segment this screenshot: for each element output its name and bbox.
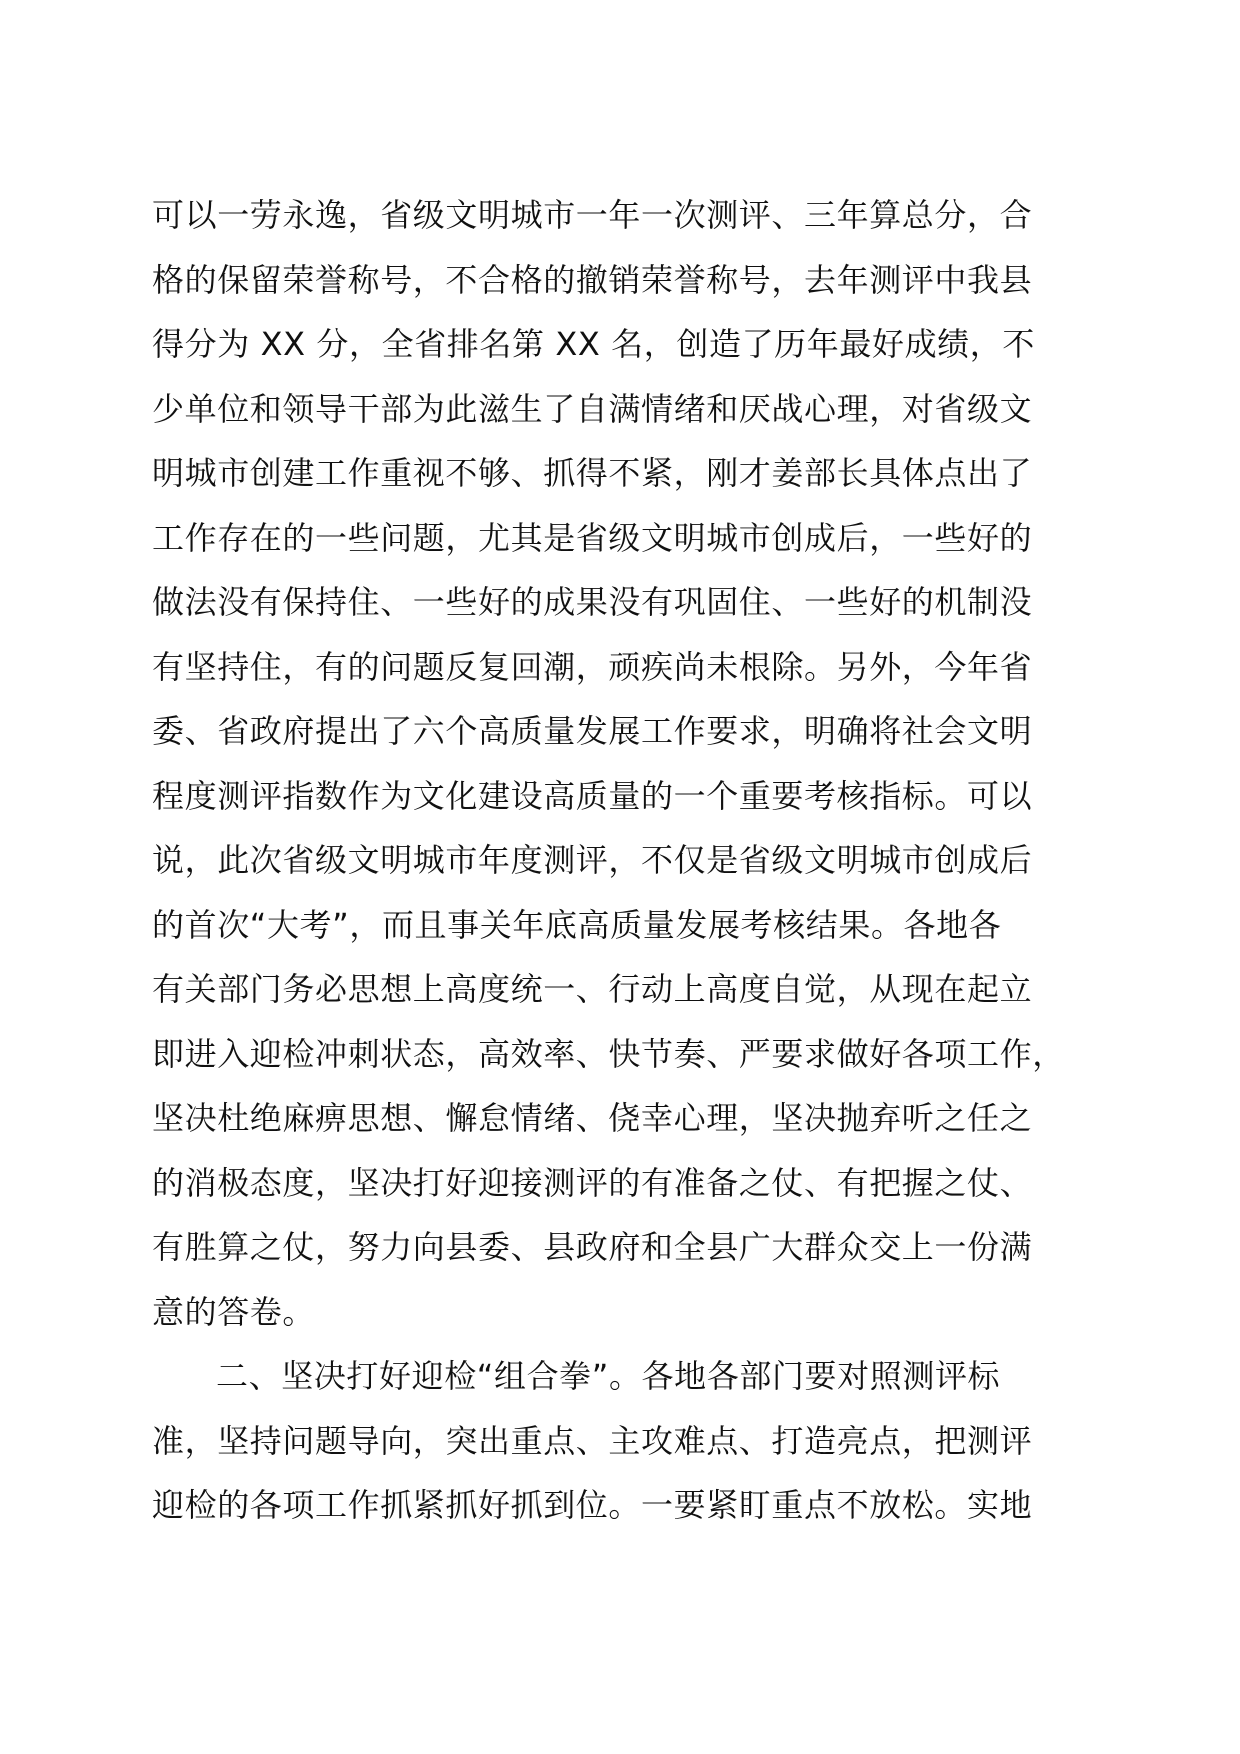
- text-line: 做法没有保持住、一些好的成果没有巩固住、一些好的机制没: [152, 583, 1033, 621]
- text-line: 有关部门务必思想上高度统一、行动上高度自觉，从现在起立: [152, 970, 1033, 1008]
- text-line: 明城市创建工作重视不够、抓得不紧，刚才姜部长具体点出了: [152, 454, 1033, 492]
- document-body: [152, 183, 1092, 1538]
- text-line: 可以一劳永逸，省级文明城市一年一次测评、三年算总分，合: [152, 196, 1033, 234]
- text-line: 迎检的各项工作抓紧抓好抓到位。一要紧盯重点不放松。实地: [152, 1486, 1033, 1524]
- text-line: 得分为 XX 分，全省排名第 XX 名，创造了历年最好成绩，不: [152, 325, 1035, 363]
- text-line: 程度测评指数作为文化建设高质量的一个重要考核指标。可以: [152, 776, 1033, 815]
- text-line: 工作存在的一些问题，尤其是省级文明城市创成后，一些好的: [152, 518, 1033, 557]
- text-line: 的消极态度，坚决打好迎接测评的有准备之仗、有把握之仗、: [152, 1163, 1033, 1202]
- text-line: 委、省政府提出了六个高质量发展工作要求，明确将社会文明: [152, 712, 1033, 750]
- text-line: 即进入迎检冲刺状态，高效率、快节奏、严要求做好各项工作，: [152, 1034, 1065, 1073]
- text-line: 有胜算之仗，努力向县委、县政府和全县广大群众交上一份满: [152, 1228, 1033, 1266]
- text-line: 坚决杜绝麻痹思想、懈怠情绪、侥幸心理，坚决抛弃听之任之: [152, 1099, 1033, 1137]
- text-line: 有坚持住，有的问题反复回潮，顽疾尚未根除。另外，今年省: [152, 647, 1033, 686]
- section-heading-line: 二、坚决打好迎检“组合拳”。各地各部门要对照测评标: [216, 1357, 1001, 1395]
- text-line: 少单位和领导干部为此滋生了自满情绪和厌战心理，对省级文: [152, 389, 1033, 428]
- text-line: 格的保留荣誉称号，不合格的撤销荣誉称号，去年测评中我县: [152, 260, 1033, 299]
- text-line: 说，此次省级文明城市年度测评，不仅是省级文明城市创成后: [152, 841, 1033, 879]
- text-line: 准，坚持问题导向，突出重点、主攻难点、打造亮点，把测评: [152, 1421, 1033, 1460]
- text-line: 的首次“大考”，而且事关年底高质量发展考核结果。各地各: [152, 905, 1002, 944]
- text-line: 意的答卷。: [152, 1292, 316, 1331]
